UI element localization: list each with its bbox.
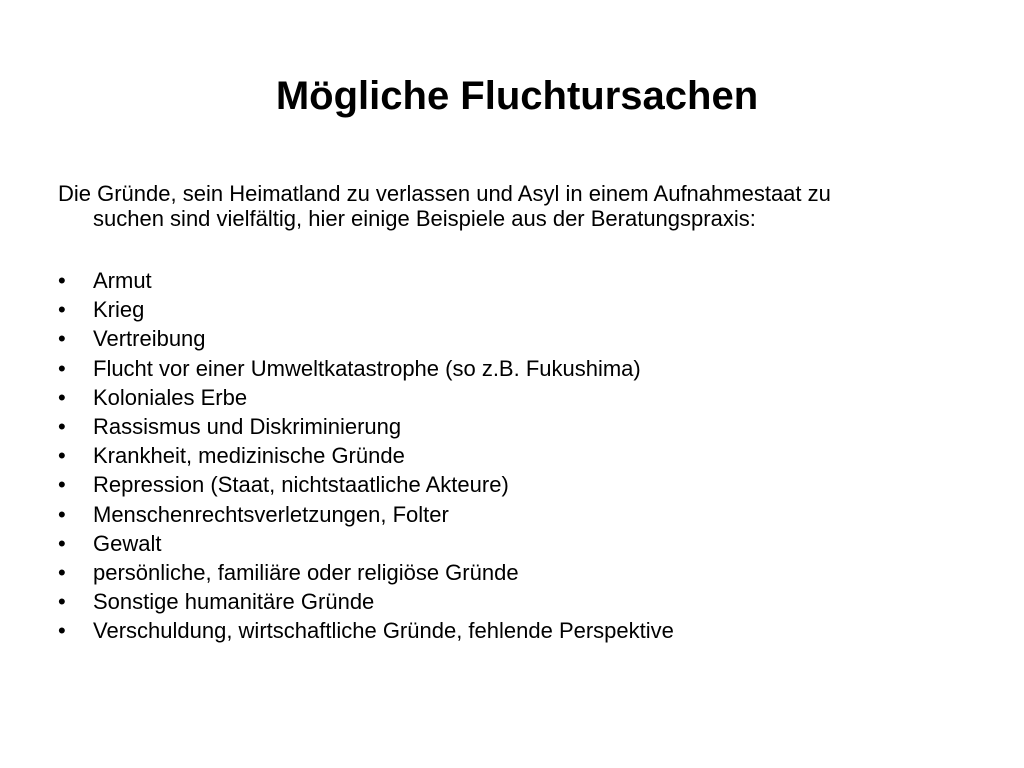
bullet-icon: • [58,268,66,293]
list-item [58,295,674,324]
bullet-icon: • [58,326,66,352]
intro-paragraph [58,181,958,231]
list-item [58,266,674,295]
list-item [58,383,674,412]
intro-line-1: Die Gründe, sein Heimatland zu verlassen und Asyl in einem Aufnahmestaat zu [58,181,831,206]
list-item-label: Armut [93,268,152,293]
list-item-label: Krieg [93,297,145,323]
list-item-label: Koloniales Erbe [93,384,248,410]
bullet-icon: • [58,559,66,585]
bullet-icon: • [58,384,66,410]
list-item [58,500,674,529]
list-item [58,441,674,470]
list-item-label: Gewalt [93,530,162,556]
list-item [58,324,674,353]
bullet-icon: • [58,355,66,381]
list-item-label: Sonstige humanitäre Gründe [93,589,375,615]
bullet-icon: • [58,472,66,498]
slide-title: Mögliche Fluchtursachen [275,74,759,118]
intro-line-2: suchen sind vielfältig, hier einige Beispiele aus der Beratungspraxis: [93,206,756,231]
list-item-label: Menschenrechtsverletzungen, Folter [93,501,449,527]
list-item-label: persönliche, familiäre oder religiöse Gründe [93,559,519,585]
list-item-label: Flucht vor einer Umweltkatastrophe (so z.B. Fukushima) [93,355,641,381]
bullet-icon: • [58,297,66,323]
list-item [58,470,674,499]
list-item [58,412,674,441]
list-item-label: Verschuldung, wirtschaftliche Gründe, fehlende Perspektive [93,618,674,644]
list-item-label: Repression (Staat, nichtstaatliche Akteure) [93,472,509,498]
list-item [58,354,674,383]
bullet-icon: • [58,501,66,527]
list-item [58,616,674,645]
list-item-label: Rassismus und Diskriminierung [93,413,402,439]
list-item [58,529,674,558]
bullet-icon: • [58,443,66,469]
list-item-label: Vertreibung [93,326,206,352]
bullet-icon: • [58,589,66,615]
bullet-icon: • [58,618,66,644]
list-item [58,587,674,616]
bullet-icon: • [58,530,66,556]
bullet-icon: • [58,413,66,439]
list-item [58,558,674,587]
list-item-label: Krankheit, medizinische Gründe [93,443,405,469]
reasons-list [58,266,674,645]
